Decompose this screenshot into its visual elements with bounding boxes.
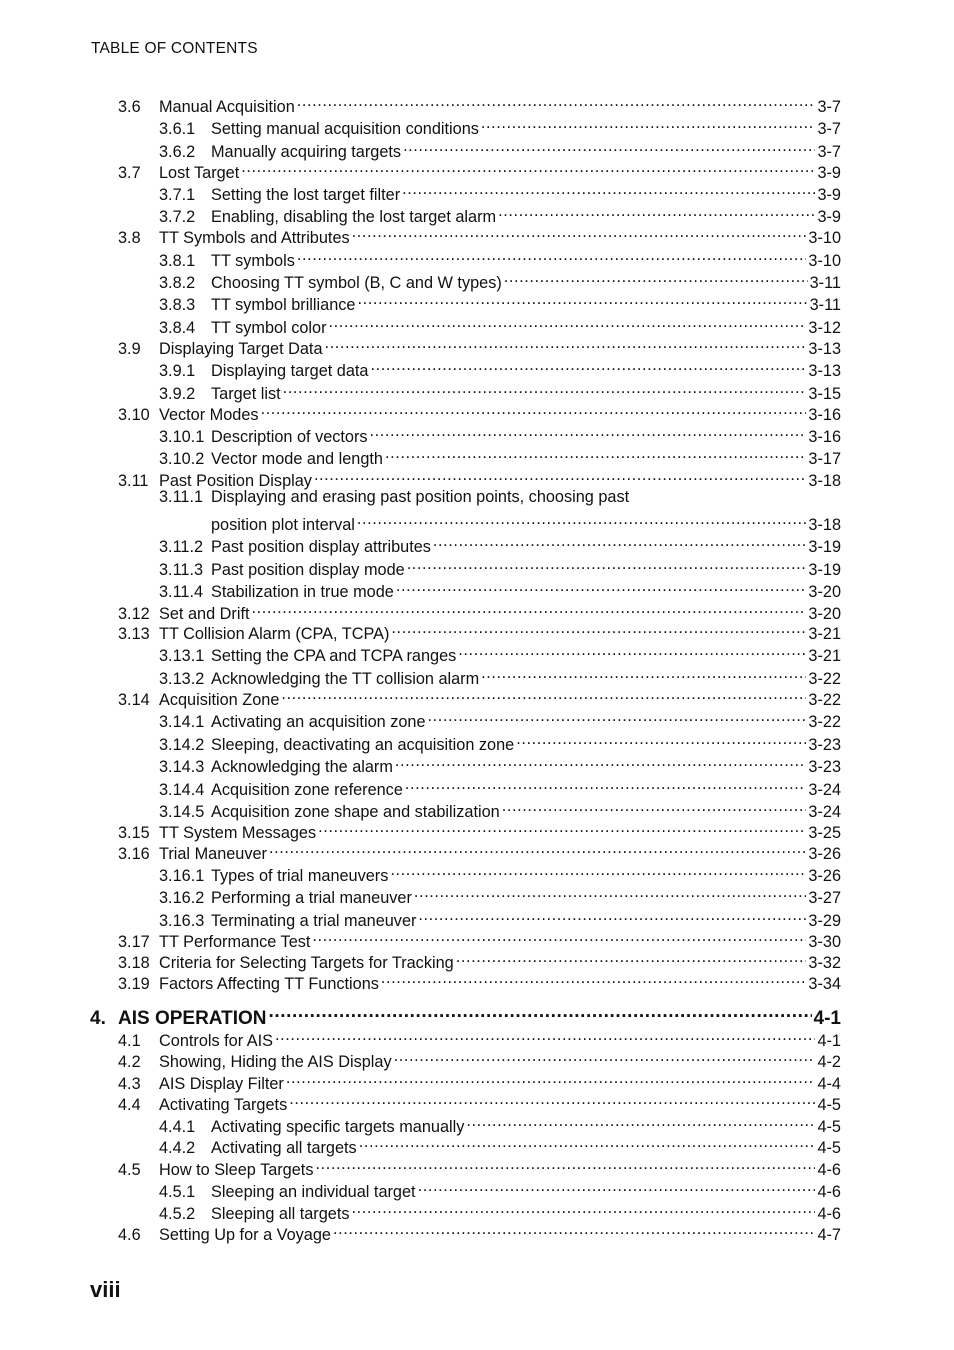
toc-entry-page: 4-6 (817, 1205, 841, 1223)
toc-entry-number: 4. (90, 1008, 106, 1029)
toc-entry-title: TT Performance Test (159, 933, 311, 951)
toc-entry-number: 3.8.3 (159, 296, 196, 314)
toc-entry-number: 4.4.2 (159, 1139, 196, 1157)
toc-entry[interactable] (118, 683, 841, 709)
toc-entry-page: 4-6 (817, 1183, 841, 1201)
dot-leader (498, 200, 815, 222)
toc-entry[interactable] (159, 750, 841, 776)
toc-entry[interactable] (118, 837, 841, 863)
dot-leader (396, 575, 807, 597)
toc-entry-page: 3-19 (808, 538, 841, 556)
dot-leader (516, 728, 806, 750)
toc-entry-page: 3-16 (808, 406, 841, 424)
toc-entry-title: Description of vectors (211, 428, 368, 446)
dot-leader (433, 530, 806, 552)
dot-leader (315, 1153, 815, 1175)
toc-entry[interactable] (159, 442, 841, 468)
toc-entry-title: TT System Messages (159, 824, 317, 842)
dot-leader (314, 464, 806, 486)
toc-entry-number: 4.5.2 (159, 1205, 196, 1223)
toc-chapter-entry[interactable] (90, 1000, 841, 1029)
toc-entry-page: 4-7 (817, 1226, 841, 1244)
toc-entry-number: 3.11.1 (159, 488, 204, 506)
toc-entry-title: Acknowledging the TT collision alarm (211, 670, 480, 688)
dot-leader (418, 904, 806, 926)
toc-entry-page: 3-23 (808, 736, 841, 754)
toc-entry-page: 3-22 (808, 691, 841, 709)
toc-entry-number: 3.14 (118, 691, 150, 709)
toc-entry-number: 4.2 (118, 1053, 141, 1071)
toc-entry[interactable] (159, 530, 841, 556)
dot-leader (370, 420, 807, 442)
toc-entry-title: Past position display mode (211, 561, 405, 579)
toc-entry[interactable] (118, 925, 841, 951)
toc-entry-number: 3.8 (118, 229, 141, 247)
toc-entry-number: 3.19 (118, 975, 150, 993)
toc-entry-page: 3-7 (817, 98, 841, 116)
toc-entry[interactable] (159, 288, 841, 314)
toc-entry[interactable] (118, 156, 841, 182)
toc-entry-page: 3-24 (808, 781, 841, 799)
dot-leader (405, 773, 807, 795)
toc-entry-number: 3.7.1 (159, 186, 196, 204)
toc-entry-number: 3.7.2 (159, 208, 196, 226)
toc-entry-title: Controls for AIS (159, 1032, 274, 1050)
toc-entry-number: 3.14.3 (159, 758, 205, 776)
toc-entry-page: 3-26 (808, 867, 841, 885)
toc-entry[interactable] (118, 221, 841, 247)
dot-leader (357, 288, 807, 310)
toc-entry-page: 3-9 (817, 164, 841, 182)
dot-leader (269, 837, 806, 859)
toc-entry-page: 3-20 (808, 583, 841, 601)
toc-entry-page: 3-13 (808, 362, 841, 380)
toc-entry-number: 3.7 (118, 164, 141, 182)
toc-entry-title: Sleeping all targets (211, 1205, 350, 1223)
toc-entry-title: Target list (211, 385, 281, 403)
toc-entry[interactable] (118, 1088, 841, 1114)
toc-entry-page: 3-26 (808, 845, 841, 863)
toc-entry-page: 4-4 (817, 1075, 841, 1093)
dot-leader (481, 112, 816, 134)
toc-entry-page: 3-13 (808, 340, 841, 358)
toc-entry[interactable] (159, 200, 841, 226)
toc-entry-number: 4.5.1 (159, 1183, 196, 1201)
toc-entry-number: 3.6.1 (159, 120, 196, 138)
toc-entry-title: position plot interval (211, 516, 355, 534)
toc-entry-title: TT symbols (211, 252, 295, 270)
toc-entry-page: 3-15 (808, 385, 841, 403)
dot-leader (281, 683, 806, 705)
toc-entry[interactable] (159, 377, 841, 403)
page-header: TABLE OF CONTENTS (91, 40, 258, 57)
toc-entry-page: 3-22 (808, 670, 841, 688)
toc-entry-number: 4.3 (118, 1075, 141, 1093)
toc-entry-page: 3-32 (808, 954, 841, 972)
toc-entry-number: 3.14.2 (159, 736, 205, 754)
toc-entry-page: 3-9 (817, 186, 841, 204)
dot-leader (289, 1088, 815, 1110)
toc-entry-number: 3.9.2 (159, 385, 196, 403)
toc-entry-title: Stabilization in true mode (211, 583, 394, 601)
toc-entry-title: Manual Acquisition (159, 98, 295, 116)
toc-entry-number: 3.10.1 (159, 428, 205, 446)
dot-leader (481, 662, 806, 684)
toc-entry-number: 3.14.5 (159, 803, 205, 821)
toc-entry-title: Lost Target (159, 164, 240, 182)
toc-entry[interactable] (159, 553, 841, 579)
dot-leader (395, 750, 806, 772)
dot-leader (407, 553, 807, 575)
toc-entry-number: 3.8.2 (159, 274, 196, 292)
toc-entry[interactable] (118, 597, 841, 623)
toc-entry-title: Sleeping an individual target (211, 1183, 416, 1201)
toc-entry-page: 3-7 (817, 143, 841, 161)
toc-entry-page: 3-22 (808, 713, 841, 731)
dot-leader (261, 398, 807, 420)
toc-entry-title: Factors Affecting TT Functions (159, 975, 379, 993)
toc-entry-number: 4.4.1 (159, 1118, 196, 1136)
toc-entry[interactable] (159, 773, 841, 799)
dot-leader (269, 1000, 812, 1024)
toc-entry[interactable] (118, 946, 841, 972)
dot-leader (357, 508, 807, 530)
dot-leader (418, 1175, 816, 1197)
toc-entry-title: Acknowledging the alarm (211, 758, 393, 776)
dot-leader (456, 946, 807, 968)
toc-entry-number: 3.13.1 (159, 647, 205, 665)
dot-leader (390, 859, 806, 881)
toc-entry[interactable] (118, 1218, 841, 1244)
toc-entry[interactable] (159, 1131, 841, 1157)
toc-entry-title: Performing a trial maneuver (211, 889, 412, 907)
dot-leader (252, 597, 807, 619)
toc-entry-title: TT Collision Alarm (CPA, TCPA) (159, 625, 390, 643)
dot-leader (370, 354, 806, 376)
toc-entry-number: 3.16.3 (159, 912, 205, 930)
toc-entry-number: 3.10 (118, 406, 150, 424)
toc-entry-title: Displaying target data (211, 362, 369, 380)
toc-entry-title: Vector mode and length (211, 450, 383, 468)
dot-leader (351, 1197, 815, 1219)
toc-entry[interactable] (118, 398, 841, 424)
toc-entry-page: 3-10 (808, 229, 841, 247)
dot-leader (352, 221, 807, 243)
toc-entry[interactable] (118, 617, 841, 643)
toc-entry-title: Criteria for Selecting Targets for Tracking (159, 954, 454, 972)
dot-leader (333, 1218, 815, 1240)
toc-entry-title: Acquisition zone shape and stabilization (211, 803, 500, 821)
toc-entry-page: 3-20 (808, 605, 841, 623)
toc-entry-title: Terminating a trial maneuver (211, 912, 417, 930)
toc-entry-page: 4-5 (817, 1118, 841, 1136)
toc-entry-page: 3-23 (808, 758, 841, 776)
toc-entry-number: 3.8.1 (159, 252, 196, 270)
toc-entry-title: Setting manual acquisition conditions (211, 120, 479, 138)
toc-entry-number: 3.9.1 (159, 362, 196, 380)
toc-entry-number: 3.17 (118, 933, 150, 951)
toc-entry-title: Acquisition Zone (159, 691, 280, 709)
toc-entry-title: AIS OPERATION (118, 1008, 267, 1029)
toc-entry-page: 4-2 (817, 1053, 841, 1071)
toc-entry-page: 3-9 (817, 208, 841, 226)
toc-entry-title: Displaying Target Data (159, 340, 323, 358)
toc-entry[interactable] (159, 904, 841, 930)
toc-entry-number: 3.11.3 (159, 561, 204, 579)
toc-entry-page: 3-10 (808, 252, 841, 270)
dot-leader (297, 244, 807, 266)
toc-entry[interactable] (118, 464, 841, 490)
toc-entry-number: 3.10.2 (159, 450, 205, 468)
dot-leader (458, 639, 806, 661)
toc-entry[interactable] (159, 881, 841, 907)
toc-entry[interactable] (211, 508, 841, 534)
toc-entry[interactable] (159, 311, 841, 337)
toc-entry-title: Activating an acquisition zone (211, 713, 426, 731)
dot-leader (428, 705, 807, 727)
toc-entry-page: 4-1 (817, 1032, 841, 1050)
toc-entry[interactable] (118, 1067, 841, 1093)
toc-entry-page: 4-5 (817, 1096, 841, 1114)
toc-entry-page: 3-18 (808, 516, 841, 534)
toc-entry[interactable] (118, 332, 841, 358)
toc-entry-title: Trial Maneuver (159, 845, 267, 863)
dot-leader (391, 617, 806, 639)
toc-entry[interactable] (159, 728, 841, 754)
dot-leader (312, 925, 806, 947)
toc-entry-title: Activating specific targets manually (211, 1118, 465, 1136)
toc-entry-number: 4.5 (118, 1161, 141, 1179)
toc-entry[interactable] (159, 662, 841, 688)
toc-entry-number: 3.12 (118, 605, 150, 623)
toc-entry-page: 4-6 (817, 1161, 841, 1179)
toc-entry-title: Setting the CPA and TCPA ranges (211, 647, 457, 665)
toc-entry-title: Past Position Display (159, 472, 312, 490)
dot-leader (394, 1045, 816, 1067)
toc-entry-page: 3-18 (808, 472, 841, 490)
toc-entry-title: AIS Display Filter (159, 1075, 284, 1093)
toc-entry-number: 3.13.2 (159, 670, 205, 688)
dot-leader (329, 311, 807, 333)
toc-entry-number: 3.9 (118, 340, 141, 358)
toc-entry-number: 3.16 (118, 845, 150, 863)
dot-leader (297, 90, 816, 112)
toc-entry[interactable] (118, 816, 841, 842)
toc-entry-title: Manually acquiring targets (211, 143, 402, 161)
toc-entry-page: 3-21 (808, 625, 841, 643)
dot-leader (402, 178, 815, 200)
toc-entry-page: 3-25 (808, 824, 841, 842)
toc-entry[interactable] (159, 795, 841, 821)
dot-leader (325, 332, 807, 354)
toc-entry-title: TT symbol brilliance (211, 296, 356, 314)
toc-entry-title: Types of trial maneuvers (211, 867, 389, 885)
toc-entry-page: 3-17 (808, 450, 841, 468)
toc-entry-number: 3.8.4 (159, 319, 196, 337)
toc-entry-title: How to Sleep Targets (159, 1161, 314, 1179)
dot-leader (414, 881, 807, 903)
toc-entry[interactable] (159, 639, 841, 665)
toc-entry-title: Past position display attributes (211, 538, 431, 556)
toc-entry-number: 3.11.4 (159, 583, 204, 601)
toc-entry-title: TT symbol color (211, 319, 327, 337)
toc-entry-page: 4-1 (813, 1008, 841, 1029)
dot-leader (403, 135, 815, 157)
toc-entry-page: 4-5 (817, 1139, 841, 1157)
toc-entry[interactable] (159, 1110, 841, 1136)
toc-entry-number: 3.14.1 (159, 713, 205, 731)
toc-entry-number: 3.11 (118, 472, 149, 490)
dot-leader (283, 377, 807, 399)
toc-entry[interactable] (159, 244, 841, 270)
toc-entry[interactable] (159, 420, 841, 446)
dot-leader (502, 795, 807, 817)
toc-entry-page: 3-29 (808, 912, 841, 930)
toc-entry-number: 3.11.2 (159, 538, 204, 556)
toc-entry[interactable] (159, 575, 841, 601)
toc-entry-number: 3.14.4 (159, 781, 205, 799)
toc-entry[interactable] (118, 1024, 841, 1050)
toc-entry-number: 3.16.1 (159, 867, 205, 885)
toc-entry[interactable] (118, 967, 841, 993)
toc-entry-page: 3-19 (808, 561, 841, 579)
toc-entry[interactable] (159, 486, 841, 508)
toc-entry-page: 3-30 (808, 933, 841, 951)
dot-leader (359, 1131, 816, 1153)
toc-entry[interactable] (159, 354, 841, 380)
toc-entry[interactable] (159, 112, 841, 138)
toc-entry-title: Activating Targets (159, 1096, 288, 1114)
toc-entry-title: Activating all targets (211, 1139, 357, 1157)
toc-entry-number: 3.18 (118, 954, 150, 972)
toc-entry-number: 3.15 (118, 824, 150, 842)
toc-entry-page: 3-34 (808, 975, 841, 993)
toc-entry-page: 3-11 (809, 296, 841, 314)
toc-entry-title: Choosing TT symbol (B, C and W types) (211, 274, 502, 292)
toc-entry-page: 3-16 (808, 428, 841, 446)
dot-leader (466, 1110, 815, 1132)
toc-entry-number: 3.6.2 (159, 143, 196, 161)
dot-leader (385, 442, 806, 464)
toc-entry-title: Sleeping, deactivating an acquisition zone (211, 736, 515, 754)
toc-entry-title: TT Symbols and Attributes (159, 229, 350, 247)
dot-leader (241, 156, 815, 178)
toc-entry[interactable] (159, 266, 841, 292)
toc-entry-title: Setting Up for a Voyage (159, 1226, 331, 1244)
toc-entry-page: 3-7 (817, 120, 841, 138)
toc-entry-number: 4.1 (118, 1032, 141, 1050)
toc-entry-page: 3-12 (808, 319, 841, 337)
toc-entry[interactable] (118, 1153, 841, 1179)
toc-entry[interactable] (159, 135, 841, 161)
toc-entry-title: Vector Modes (159, 406, 259, 424)
toc-entry-title: Displaying and erasing past position points, choosing past (211, 488, 630, 506)
toc-entry-title: Enabling, disabling the lost target alarm (211, 208, 497, 226)
dot-leader (381, 967, 807, 989)
toc-entry-title: Set and Drift (159, 605, 250, 623)
toc-entry-number: 3.16.2 (159, 889, 205, 907)
toc-entry-page: 3-27 (808, 889, 841, 907)
dot-leader (275, 1024, 815, 1046)
toc-entry-number: 4.4 (118, 1096, 141, 1114)
dot-leader (504, 266, 808, 288)
toc-entry[interactable] (159, 859, 841, 885)
toc-entry-number: 4.6 (118, 1226, 141, 1244)
toc-entry-number: 3.13 (118, 625, 150, 643)
toc-entry[interactable] (118, 1045, 841, 1071)
toc-entry-title: Setting the lost target filter (211, 186, 401, 204)
toc-entry[interactable] (159, 705, 841, 731)
toc-entry-title: Acquisition zone reference (211, 781, 403, 799)
toc-entry-number: 3.6 (118, 98, 141, 116)
toc-entry-title: Showing, Hiding the AIS Display (159, 1053, 392, 1071)
page-number: viii (90, 1277, 121, 1302)
toc-entry-page: 3-24 (808, 803, 841, 821)
toc-entry-page: 3-11 (809, 274, 841, 292)
dot-leader (286, 1067, 816, 1089)
toc-entry[interactable] (159, 1197, 841, 1223)
toc-entry[interactable] (159, 1175, 841, 1201)
toc-entry[interactable] (159, 178, 841, 204)
toc-entry-page: 3-21 (808, 647, 841, 665)
toc-entry[interactable] (118, 90, 841, 116)
dot-leader (318, 816, 806, 838)
